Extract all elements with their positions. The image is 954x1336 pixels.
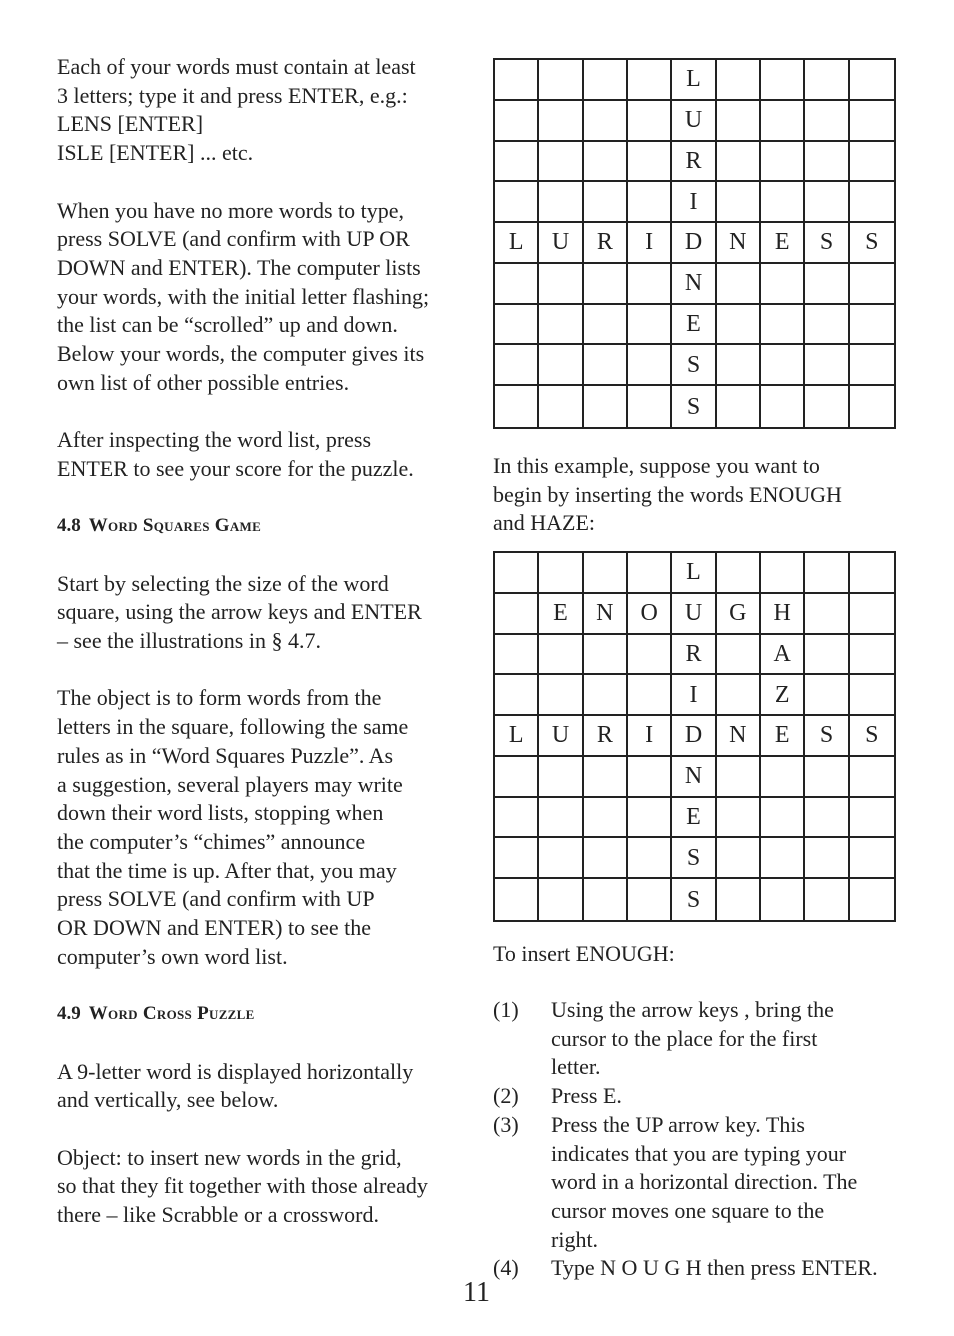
grid-cell xyxy=(495,142,539,183)
grid-cell xyxy=(717,879,761,920)
grid-cell: S xyxy=(672,879,716,920)
grid-cell: N xyxy=(584,594,628,635)
grid-cell xyxy=(539,838,583,879)
paragraph-puzzle-object: Object: to insert new words in the grid, so that they fit together with those already there – like Scrabble or a crossword. xyxy=(57,1144,428,1227)
grid-cell xyxy=(539,386,583,427)
paragraph-game-object: The object is to form words from the letters in the square, following the same rules as in “Word Squares Puzzle”. As a suggestion, several players may write down their word lists, stopping when the computer’s “chimes” announce that the time is up. After that, you may press SOLVE (and confirm with UP OR DOWN and ENTER) to see the computer’s own word list. xyxy=(57,685,409,969)
grid-cell: I xyxy=(628,223,672,264)
grid-cell xyxy=(805,264,849,305)
grid-cell: D xyxy=(672,223,716,264)
grid-cell xyxy=(628,305,672,346)
grid-cell xyxy=(628,798,672,839)
grid-cell xyxy=(539,101,583,142)
grid-cell xyxy=(850,386,894,427)
grid-cell xyxy=(717,305,761,346)
grid-cell xyxy=(761,60,805,101)
grid-cell xyxy=(539,305,583,346)
grid-cell: S xyxy=(805,223,849,264)
grid-cell xyxy=(584,386,628,427)
grid-cell xyxy=(717,345,761,386)
grid-cell xyxy=(717,386,761,427)
grid-cell xyxy=(717,798,761,839)
grid-cell xyxy=(761,142,805,183)
left-column xyxy=(57,53,467,1258)
grid-cell xyxy=(805,142,849,183)
grid-cell xyxy=(717,838,761,879)
step-item xyxy=(493,1082,913,1111)
grid-cell xyxy=(717,553,761,594)
paragraph-score: After inspecting the word list, press ENTER to see your score for the puzzle. xyxy=(57,427,414,481)
grid-cell xyxy=(805,345,849,386)
grid-cell xyxy=(850,553,894,594)
grid-cell xyxy=(761,264,805,305)
grid-cell xyxy=(850,60,894,101)
grid-cell xyxy=(495,264,539,305)
grid-cell xyxy=(628,675,672,716)
step-item xyxy=(493,1254,913,1283)
grid-cell xyxy=(495,798,539,839)
word-cross-grid-with-enough-haze xyxy=(493,551,896,922)
grid-cell xyxy=(850,635,894,676)
paragraph-9-letter-word: A 9-letter word is displayed horizontally and vertically, see below. xyxy=(57,1058,414,1113)
grid-cell: E xyxy=(672,798,716,839)
grid-cell: N xyxy=(672,264,716,305)
grid-cell: E xyxy=(672,305,716,346)
grid-cell xyxy=(539,879,583,920)
grid-cell xyxy=(628,635,672,676)
grid-cell xyxy=(628,838,672,879)
grid-cell: S xyxy=(672,345,716,386)
grid-cell xyxy=(584,60,628,101)
step-number: (4) xyxy=(493,1255,519,1281)
grid-cell xyxy=(584,675,628,716)
step-text: Type N O U G H then press ENTER. xyxy=(551,1255,878,1281)
grid-cell xyxy=(805,757,849,798)
grid-cell xyxy=(495,553,539,594)
grid-cell xyxy=(761,798,805,839)
grid-cell: I xyxy=(628,716,672,757)
grid-cell xyxy=(495,757,539,798)
grid-cell xyxy=(584,345,628,386)
grid-cell xyxy=(805,798,849,839)
grid-cell xyxy=(584,879,628,920)
grid-cell xyxy=(850,879,894,920)
grid-cell xyxy=(628,757,672,798)
grid-cell xyxy=(628,142,672,183)
step-text: Using the arrow keys , bring the cursor to the place for the first letter. xyxy=(551,997,834,1080)
grid-cell xyxy=(805,386,849,427)
grid-cell: D xyxy=(672,716,716,757)
grid-cell xyxy=(495,60,539,101)
grid-cell xyxy=(805,101,849,142)
heading-number: 4.8 xyxy=(57,515,81,537)
grid-cell xyxy=(717,60,761,101)
grid-cell xyxy=(539,345,583,386)
grid-cell xyxy=(539,182,583,223)
grid-cell xyxy=(805,594,849,635)
grid-cell xyxy=(539,635,583,676)
grid-cell: R xyxy=(672,635,716,676)
word-cross-grid-initial xyxy=(493,58,896,429)
grid-cell: N xyxy=(717,716,761,757)
grid-cell: L xyxy=(495,223,539,264)
grid-cell: E xyxy=(761,716,805,757)
grid-cell: S xyxy=(672,838,716,879)
grid-cell xyxy=(717,757,761,798)
grid-cell xyxy=(539,264,583,305)
grid-cell xyxy=(628,553,672,594)
grid-cell xyxy=(761,101,805,142)
grid-cell xyxy=(850,757,894,798)
grid-cell xyxy=(805,838,849,879)
grid-cell: E xyxy=(539,594,583,635)
grid-cell: L xyxy=(672,553,716,594)
grid-cell: R xyxy=(584,223,628,264)
step-number: (2) xyxy=(493,1083,519,1109)
grid-cell xyxy=(495,182,539,223)
grid-cell xyxy=(850,305,894,346)
grid-cell xyxy=(495,675,539,716)
grid-cell xyxy=(628,345,672,386)
step-number: (1) xyxy=(493,997,519,1022)
grid-cell xyxy=(717,635,761,676)
grid-cell xyxy=(850,675,894,716)
grid-cell xyxy=(805,553,849,594)
grid-cell xyxy=(717,675,761,716)
grid-cell xyxy=(805,675,849,716)
step-number: (3) xyxy=(493,1111,519,1137)
step-item xyxy=(493,996,913,1082)
grid-cell xyxy=(717,264,761,305)
paragraph-example: In this example, suppose you want to begin by inserting the words ENOUGH and HAZE: xyxy=(493,453,842,536)
heading-word-cross-puzzle xyxy=(57,1000,467,1029)
grid-cell xyxy=(584,182,628,223)
grid-cell: U xyxy=(539,716,583,757)
paragraph-insert-enough: To insert ENOUGH: xyxy=(493,941,675,966)
grid-cell xyxy=(850,594,894,635)
grid-cell xyxy=(539,553,583,594)
grid-cell: G xyxy=(717,594,761,635)
grid-cell: U xyxy=(672,101,716,142)
step-text: Press the UP arrow key. This indicates that you are typing your word in a horizontal direction. The cursor moves one square to the right. xyxy=(551,1111,858,1252)
grid-cell xyxy=(717,142,761,183)
grid-cell xyxy=(495,305,539,346)
grid-cell xyxy=(584,142,628,183)
grid-cell: A xyxy=(761,635,805,676)
instruction-steps xyxy=(493,996,913,1283)
grid-cell xyxy=(584,101,628,142)
heading-number: 4.9 xyxy=(57,1003,81,1025)
grid-cell xyxy=(805,182,849,223)
grid-cell: U xyxy=(539,223,583,264)
grid-cell: L xyxy=(672,60,716,101)
grid-cell xyxy=(717,101,761,142)
grid-cell xyxy=(495,386,539,427)
grid-cell xyxy=(717,182,761,223)
grid-cell xyxy=(628,264,672,305)
heading-title: Word Cross Puzzle xyxy=(88,1003,255,1025)
grid-cell xyxy=(628,60,672,101)
grid-cell xyxy=(850,264,894,305)
grid-cell xyxy=(761,305,805,346)
grid-cell: H xyxy=(761,594,805,635)
grid-cell: S xyxy=(672,386,716,427)
grid-cell: R xyxy=(672,142,716,183)
grid-cell: L xyxy=(495,716,539,757)
grid-cell xyxy=(850,101,894,142)
grid-cell xyxy=(850,142,894,183)
grid-cell xyxy=(539,798,583,839)
grid-cell xyxy=(584,553,628,594)
grid-cell xyxy=(628,879,672,920)
grid-cell xyxy=(584,305,628,346)
grid-cell xyxy=(495,345,539,386)
grid-cell xyxy=(805,305,849,346)
grid-cell: O xyxy=(628,594,672,635)
grid-cell xyxy=(584,264,628,305)
step-item xyxy=(493,1111,913,1255)
grid-cell xyxy=(628,182,672,223)
grid-cell: N xyxy=(717,223,761,264)
grid-cell xyxy=(584,757,628,798)
grid-cell xyxy=(628,101,672,142)
paragraph-word-entry: Each of your words must contain at least 3 letters; type it and press ENTER, e.g.: LENS [ENTER] ISLE [ENTER] ... etc. xyxy=(57,54,416,166)
grid-cell: U xyxy=(672,594,716,635)
grid-cell xyxy=(761,838,805,879)
grid-cell xyxy=(495,838,539,879)
grid-cell xyxy=(539,675,583,716)
grid-cell: I xyxy=(672,675,716,716)
grid-cell xyxy=(495,635,539,676)
grid-cell xyxy=(850,182,894,223)
grid-cell: I xyxy=(672,182,716,223)
page-number: 11 xyxy=(463,1277,490,1308)
grid-cell: S xyxy=(805,716,849,757)
grid-cell xyxy=(850,798,894,839)
grid-cell: N xyxy=(672,757,716,798)
heading-word-squares-game xyxy=(57,512,467,541)
step-text: Press E. xyxy=(551,1083,622,1109)
grid-cell xyxy=(805,635,849,676)
heading-title: Word Squares Game xyxy=(88,515,262,537)
grid-cell xyxy=(805,60,849,101)
grid-cell xyxy=(584,635,628,676)
paragraph-select-size: Start by selecting the size of the word square, using the arrow keys and ENTER – see the illustrations in § 4.7. xyxy=(57,570,422,653)
grid-cell xyxy=(850,345,894,386)
grid-cell: Z xyxy=(761,675,805,716)
grid-cell xyxy=(628,386,672,427)
grid-cell xyxy=(495,879,539,920)
grid-cell xyxy=(805,879,849,920)
grid-cell xyxy=(584,838,628,879)
grid-cell: S xyxy=(850,716,894,757)
grid-cell: E xyxy=(761,223,805,264)
grid-cell xyxy=(850,838,894,879)
grid-cell xyxy=(761,182,805,223)
grid-cell xyxy=(495,101,539,142)
grid-cell xyxy=(761,757,805,798)
paragraph-solve: When you have no more words to type, press SOLVE (and confirm with UP OR DOWN and ENTER). The computer lists your words, with the initial letter flashing; the list can be “scrolled” up and down. Below your words, the computer gives its own list of other possible entries. xyxy=(57,197,430,395)
grid-cell xyxy=(761,879,805,920)
grid-cell xyxy=(539,757,583,798)
grid-cell: R xyxy=(584,716,628,757)
grid-cell: S xyxy=(850,223,894,264)
grid-cell xyxy=(761,386,805,427)
grid-cell xyxy=(495,594,539,635)
grid-cell xyxy=(539,60,583,101)
grid-cell xyxy=(539,142,583,183)
grid-cell xyxy=(584,798,628,839)
grid-cell xyxy=(761,345,805,386)
grid-cell xyxy=(761,553,805,594)
